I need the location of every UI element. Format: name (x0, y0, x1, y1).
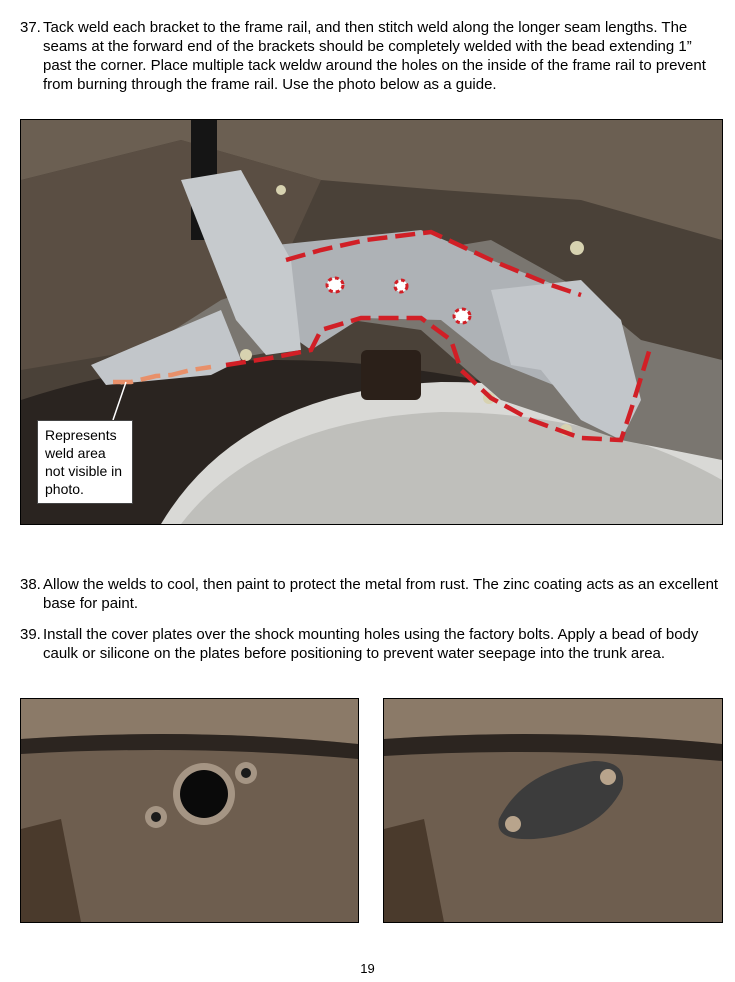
cover-plate-illustration (384, 699, 722, 922)
step-text: Tack weld each bracket to the frame rail, and then stitch weld along the longer seam lengths. The seams at the forward end of the brackets should be completely welded with the bead extending 1” past the corner. Place multiple tack weldw around the holes on the inside of the frame rail to prevent from burning through the frame rail. Use the photo below as a guide. (43, 19, 706, 93)
step-37 (20, 18, 720, 94)
page-number: 19 (360, 961, 375, 976)
step-38 (20, 575, 720, 613)
shock-hole-photo (20, 698, 359, 923)
shock-hole-illustration (21, 699, 358, 922)
cover-plate-photo (383, 698, 723, 923)
step-text: Allow the welds to cool, then paint to protect the metal from rust. The zinc coating acts as an excellent base for paint. (43, 576, 719, 612)
step-number: 37. (20, 19, 41, 36)
step-number: 39. (20, 626, 41, 643)
step-text: Install the cover plates over the shock mounting holes using the factory bolts. Apply a bead of body caulk or silicone on the plates before positioning to prevent water seepage into the trunk area. (43, 626, 699, 662)
weld-callout-label: Represents weld area not visible in photo. (37, 420, 133, 504)
step-39 (20, 625, 720, 663)
step-number: 38. (20, 576, 41, 593)
